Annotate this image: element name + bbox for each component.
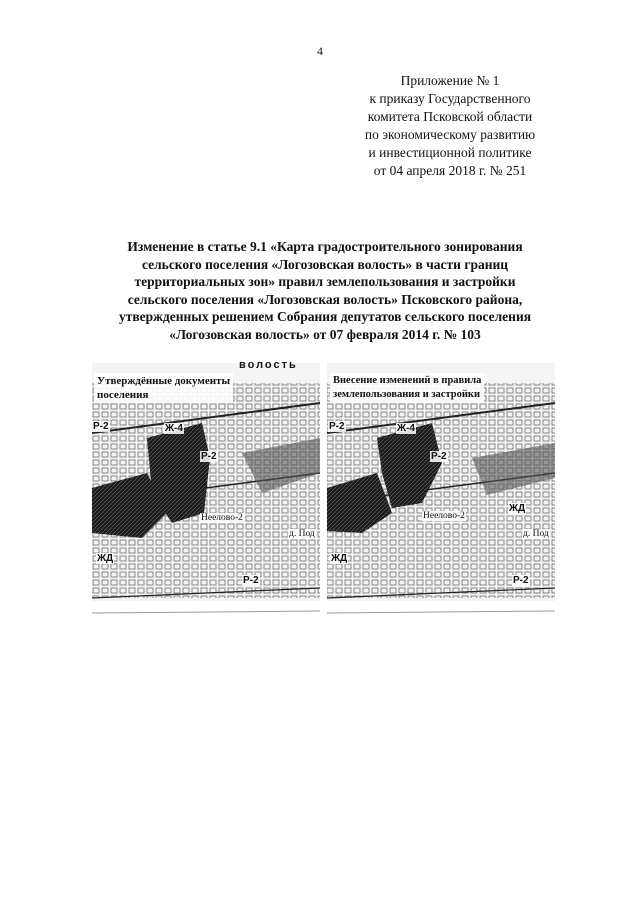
zone-label: ЖД (97, 553, 114, 564)
zone-label: Р-2 (93, 421, 109, 432)
document-heading (90, 238, 560, 343)
page-number: 4 (317, 44, 323, 58)
caption-line: землепользования и застройки (333, 389, 480, 400)
zone-label: Р-2 (513, 575, 529, 586)
zone-label: Ж-4 (397, 423, 415, 434)
zone-label: Р-2 (201, 451, 217, 462)
caption-line: Утверждённые документы (97, 375, 231, 387)
right-map-caption (330, 373, 484, 403)
appendix-line: и инвестиционной политике (368, 145, 532, 160)
zone-label: Р-2 (431, 451, 447, 462)
heading-line: сельского поселения «Логозовская волость» в части границ (141, 256, 509, 272)
zone-label: ЖД (331, 553, 348, 564)
heading-line: Изменение в статье 9.1 «Карта градостроительного зонирования (127, 239, 523, 254)
caption-line: Внесение изменений в правила (333, 375, 482, 386)
place-label: Неелово-2 (423, 511, 465, 521)
left-map-caption (94, 373, 233, 403)
place-label: Неелово-2 (201, 513, 243, 523)
heading-line: территориальных зон» правил землепользования и застройки (134, 274, 516, 289)
map-top-fragment: волость (239, 359, 298, 371)
appendix-line: по экономическому развитию (364, 127, 536, 142)
zone-label: Р-2 (329, 421, 345, 432)
street-label: д. Под (289, 529, 315, 539)
appendix-line: комитета Псковской области (367, 109, 533, 124)
appendix-block (340, 72, 560, 180)
zone-label: Ж-4 (165, 423, 183, 434)
appendix-line: к приказу Государственного (369, 91, 531, 106)
heading-line: сельского поселения «Логозовская волость» Псковского района, (127, 291, 523, 307)
zone-label: Р-2 (243, 575, 259, 586)
appendix-line: Приложение № 1 (400, 73, 500, 88)
appendix-line: от 04 апреля 2018 г. № 251 (373, 163, 527, 178)
street-label: д. Под (523, 529, 549, 539)
zoning-maps-figure (92, 359, 555, 628)
heading-line: «Логозовская волость» от 07 февраля 2014 г. № 103 (169, 326, 481, 342)
caption-line: поселения (97, 389, 149, 401)
zone-label: ЖД (509, 503, 526, 514)
heading-line: утвержденных решением Собрания депутатов сельского поселения (118, 309, 532, 324)
